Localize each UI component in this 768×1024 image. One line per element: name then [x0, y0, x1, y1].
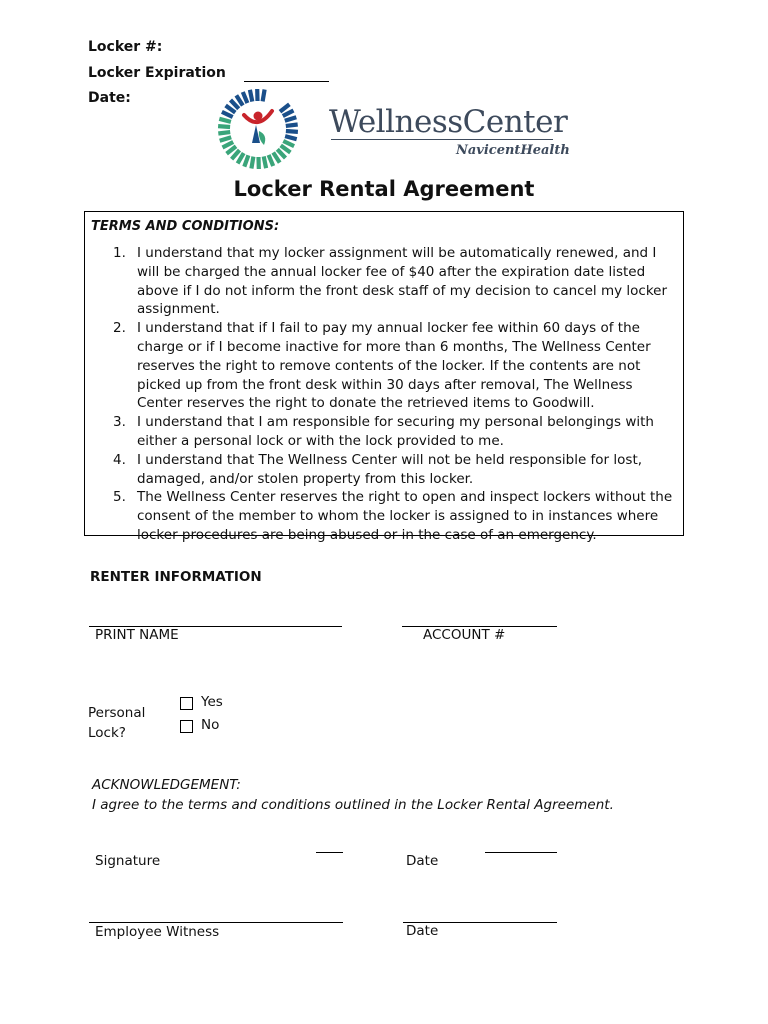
personal-lock-yes-label: Yes [201, 694, 223, 710]
logo-name: WellnessCenter [329, 104, 568, 140]
term-item [91, 413, 675, 451]
terms-heading: TERMS AND CONDITIONS: [91, 219, 280, 234]
acknowledgement-text: I agree to the terms and conditions outlined in the Locker Rental Agreement. [92, 797, 614, 813]
logo-ring-segment [251, 157, 253, 169]
logo-ring-segment [218, 126, 230, 127]
date-label: Date: [88, 90, 131, 106]
term-text: I understand that my locker assignment will be automatically renewed, and I will be charged the annual locker fee of $40 after the expiration date listed above if I do not inform the front desk staff of my decision to cancel my locker assignment. [137, 245, 668, 318]
logo-ring-segment [219, 119, 231, 122]
acknowledgement-heading: ACKNOWLEDGEMENT: [92, 777, 241, 793]
logo-ring-segment [243, 92, 248, 103]
witness-date-label: Date [406, 923, 439, 939]
signature-line[interactable] [316, 852, 343, 853]
term-item [91, 488, 675, 544]
employee-witness-line[interactable] [89, 922, 343, 923]
logo-ring-segment [244, 155, 248, 166]
logo-ring-segment [285, 117, 297, 121]
logo-ring-segment [286, 125, 298, 126]
renter-info-heading: RENTER INFORMATION [90, 569, 262, 585]
logo-ring-segment [269, 155, 274, 166]
signature-label: Signature [95, 853, 161, 869]
print-name-label: PRINT NAME [95, 627, 179, 643]
logo-ring-segment [238, 153, 244, 163]
locker-number-label: Locker #: [88, 39, 163, 55]
personal-lock-label-line2: Lock? [88, 725, 126, 741]
page-title: Locker Rental Agreement [233, 177, 535, 201]
locker-expiration-label: Locker Expiration [88, 65, 226, 81]
logo-ring-segment [218, 132, 230, 133]
personal-lock-no-checkbox[interactable] [180, 720, 193, 733]
logo-ring-segment [222, 112, 233, 117]
personal-lock-no-label: No [201, 717, 220, 733]
logo-ring-segment [280, 104, 289, 111]
logo-ring-segment [283, 111, 294, 117]
term-number: 5. [113, 489, 126, 506]
term-item [91, 451, 675, 489]
term-text: I understand that The Wellness Center will not be held responsible for lost, damaged, and/or stolen property from this locker. [137, 451, 643, 487]
logo-subtitle: NavicentHealth [456, 143, 570, 158]
term-number: 2. [113, 320, 126, 337]
terms-list [91, 244, 675, 545]
logo-divider [331, 139, 553, 140]
term-text: I understand that if I fail to pay my annual locker fee within 60 days of the charge or if I become inactive for more than 6 months, The Wellness Center reserves the right to remove contents of the locker. If the contents are not picked up from the front desk within 30 days after removal, The Wellness Center reserves the right to donate the retrieved items to Goodwill. [137, 320, 651, 412]
account-number-label: ACCOUNT # [423, 627, 506, 643]
term-number: 1. [113, 245, 126, 261]
logo-figure-torso [252, 125, 260, 143]
logo-ring-segment [283, 141, 294, 146]
personal-lock-yes-checkbox[interactable] [180, 697, 193, 710]
term-item [91, 319, 675, 413]
signature-date-label: Date [406, 853, 439, 869]
logo-ring-segment [285, 136, 297, 139]
logo-ring-segment [220, 137, 232, 141]
logo-ring-segment [263, 90, 265, 102]
logo-ring-segment [223, 142, 234, 148]
logo-ring-segment [264, 156, 266, 168]
term-text: The Wellness Center reserves the right to open and inspect lockers without the consent of the member to whom the locker is assigned to in instances where locker procedures are being abused or in the case of an emergency. [137, 489, 673, 543]
logo-ring-segment [286, 131, 298, 132]
logo-ring-segment [236, 95, 243, 105]
logo-ring-segment [273, 153, 280, 163]
terms-box [84, 211, 684, 543]
employee-witness-label: Employee Witness [95, 924, 220, 940]
term-item [91, 244, 675, 319]
term-number: 4. [113, 451, 126, 468]
term-text: I understand that I am responsible for securing my personal belongings with either a personal lock or with the lock provided to me. [137, 414, 654, 449]
locker-expiration-line[interactable] [244, 81, 329, 82]
wellness-center-logo-icon [214, 88, 326, 170]
personal-lock-label-line1: Personal [88, 705, 146, 721]
signature-date-line[interactable] [485, 852, 557, 853]
logo-ring-segment [250, 90, 252, 102]
term-number: 3. [113, 414, 126, 431]
